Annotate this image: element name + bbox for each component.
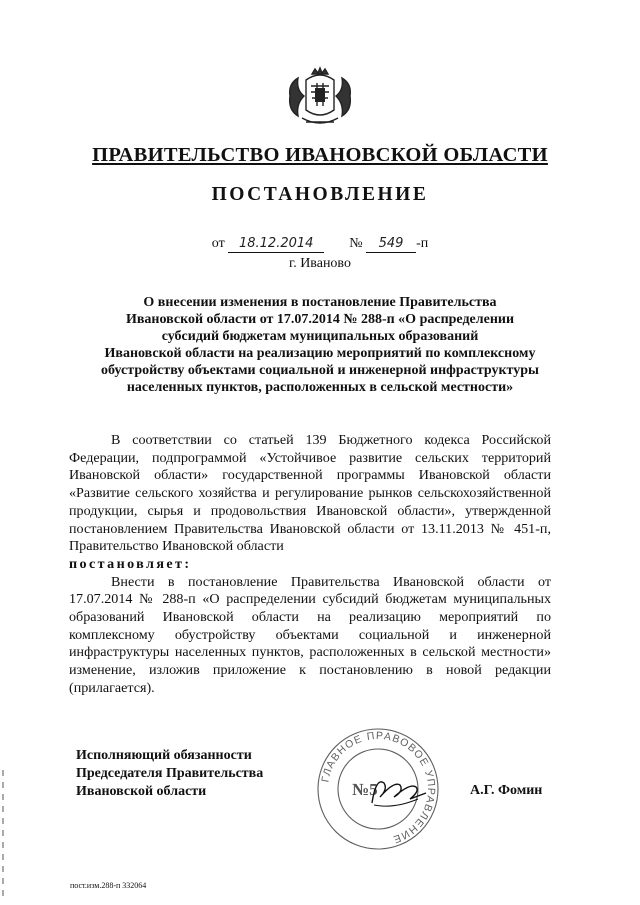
subject-line: Ивановской области от 17.07.2014 № 288-п «О распределении: [125, 312, 515, 327]
signer-position-line: Исполняющий обязанности: [76, 748, 252, 763]
body-paragraph-1: В соответствии со статьей 139 Бюджетного кодекса Российской Федерации, подпрограммой «Устойчивое развитие сельских территорий Ивановской области» государственной программы Ивановской области «Развитие сельского хозяйства и регулирование рынков сельскохозяйственной продукции, сырья и продовольствия Ивановской области», утвержденной постановлением Правительства Ивановской области от 13.11.2013 № 451-п, Правительство Ивановской области: [69, 432, 551, 555]
organization-title: ПРАВИТЕЛЬСТВО ИВАНОВСКОЙ ОБЛАСТИ: [92, 144, 548, 166]
date-prefix: от: [211, 236, 225, 251]
subject-line: О внесении изменения в постановление Правительства: [143, 295, 497, 310]
signer-position: [76, 747, 263, 801]
date-number-line: [0, 236, 640, 253]
resolve-word: постановляет:: [69, 555, 192, 572]
footer-code: пост.изм.288-п 332064: [70, 881, 147, 890]
scan-edge-mark: [2, 770, 4, 900]
official-stamp: [314, 725, 442, 853]
document-type: ПОСТАНОВЛЕНИЕ: [211, 184, 429, 205]
subject-line: Ивановской области на реализацию мероприятий по комплексному: [104, 346, 536, 361]
number-prefix: №: [349, 236, 363, 251]
svg-text:ГЛАВНОЕ ПРАВОВОЕ УПРАВЛЕНИЕ: [319, 730, 437, 846]
signer-position-line: Ивановской области: [76, 784, 207, 799]
date-field: 18.12.2014: [228, 236, 324, 253]
subject-line: субсидий бюджетам муниципальных образований: [161, 329, 479, 344]
number-field: 549: [366, 236, 416, 253]
body-paragraph-2: Внести в постановление Правительства Ивановской области от 17.07.2014 № 288-п «О распределении субсидий бюджетам муниципальных образований Ивановской области на реализацию мероприятий по комплексному обустройству объектами социальной и инженерной инфраструктуры населенных пунктов, расположенных в сельской местности» изменение, изложив приложение к постановлению в новой редакции (прилагается).: [69, 573, 551, 696]
city: г. Иваново: [289, 256, 351, 271]
stamp-number: №5: [352, 780, 378, 799]
coat-of-arms-emblem: [284, 66, 356, 128]
subject-heading: [90, 294, 550, 396]
document-body: [69, 432, 551, 698]
subject-line: населенных пунктов, расположенных в сельской местности»: [126, 380, 514, 395]
signer-position-line: Председателя Правительства: [76, 766, 264, 781]
subject-line: обустройству объектами социальной и инженерной инфраструктуры: [101, 363, 539, 378]
number-suffix: -п: [416, 236, 429, 251]
stamp-ring-text: ГЛАВНОЕ ПРАВОВОЕ УПРАВЛЕНИЕ: [319, 729, 438, 846]
signer-name: А.Г. Фомин: [470, 783, 543, 798]
